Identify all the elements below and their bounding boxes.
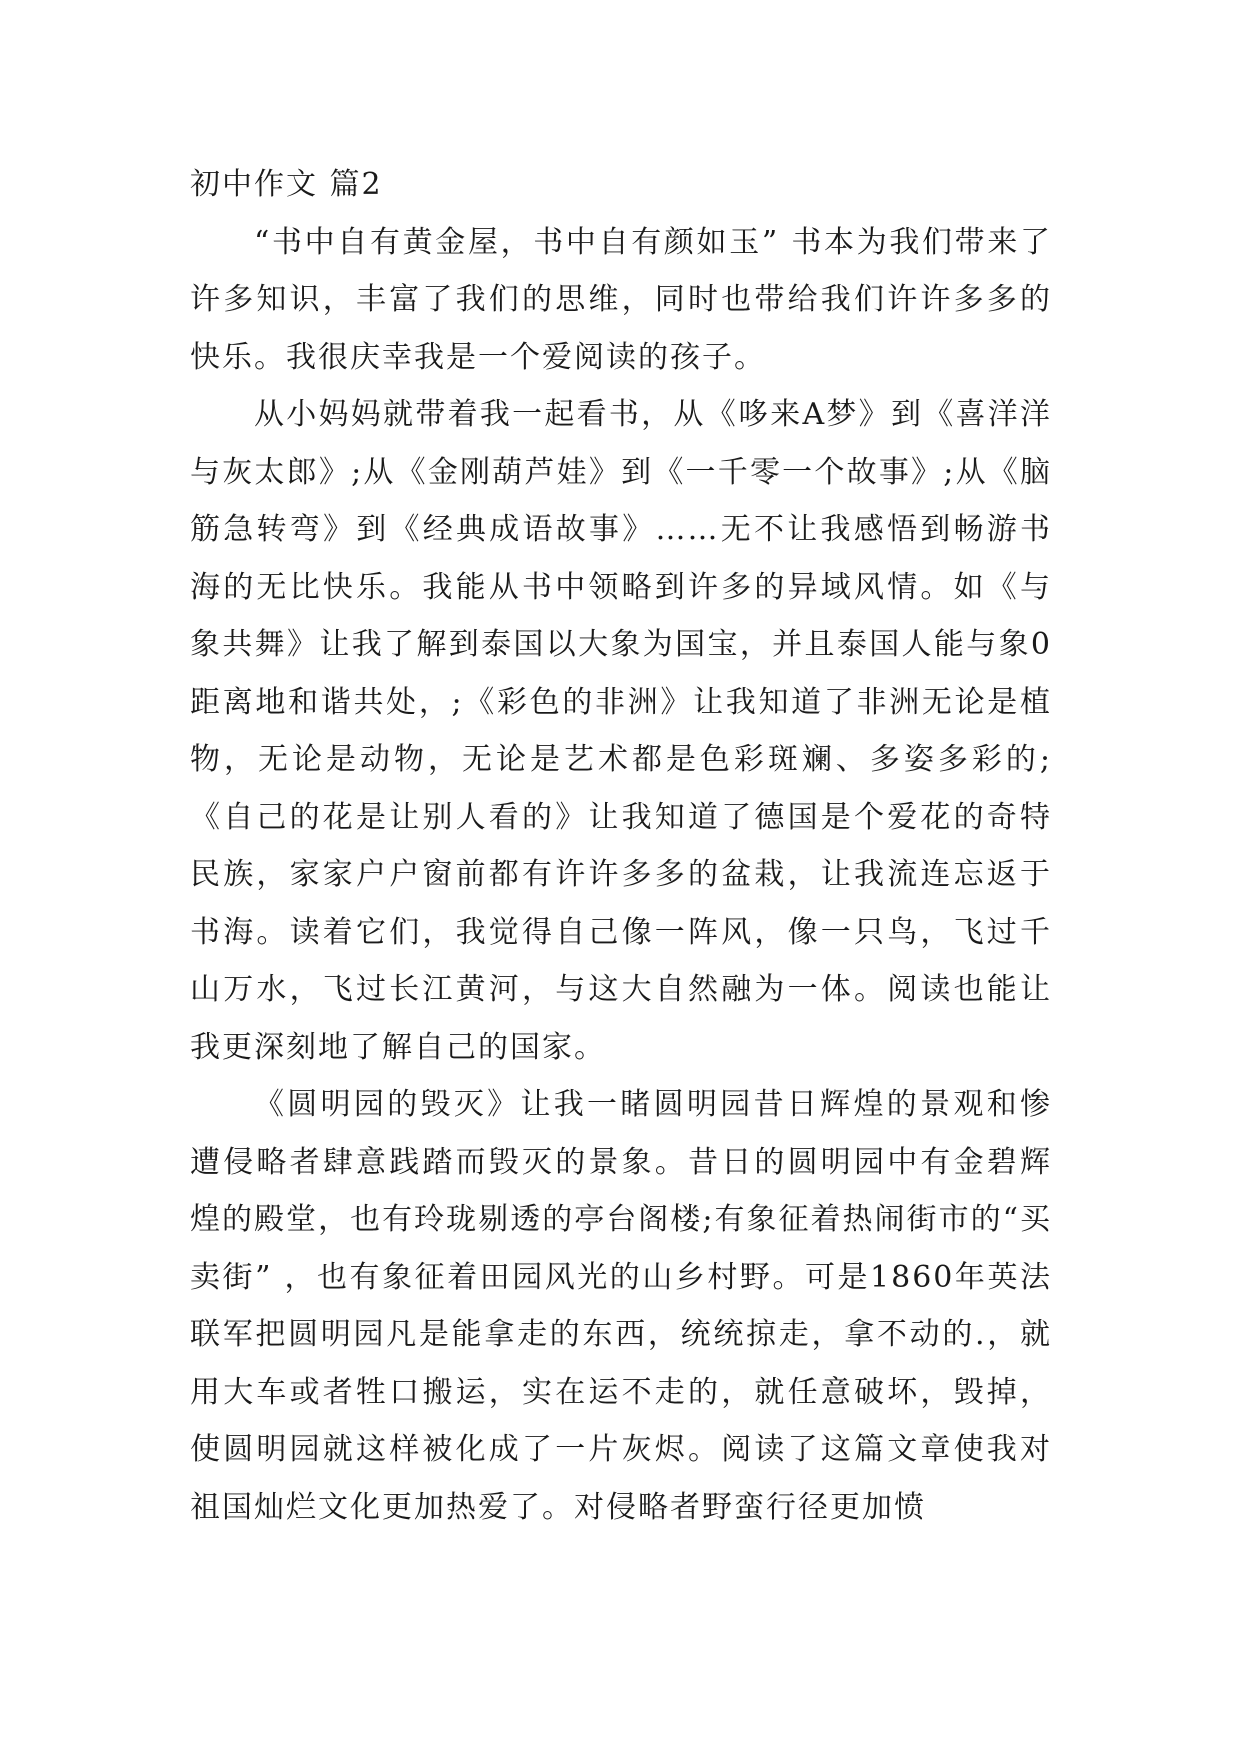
paragraph-3: 《圆明园的毁灭》让我一睹圆明园昔日辉煌的景观和惨遭侵略者肆意践踏而毁灭的景象。昔日的圆明园中有金碧辉煌的殿堂，也有玲珑剔透的亭台阁楼;有象征着热闹街市的“买卖街” ，也有象征着田园风光的山乡村野。可是1860年英法联军把圆明园凡是能拿走的东西，统统掠走，拿不动的.，就用大车或者牲口搬运，实在运不走的，就任意破坏，毁掉，使圆明园就这样被化成了一片灰烬。阅读了这篇文章使我对祖国灿烂文化更加热爱了。对侵略者野蛮行径更加愤 (190, 1087, 1052, 1525)
document-heading: 初中作文 篇2 (190, 167, 383, 202)
document-body (190, 156, 1052, 1536)
paragraph-2: 从小妈妈就带着我一起看书，从《哆来A梦》到《喜洋洋与灰太郎》;从《金刚葫芦娃》到《一千零一个故事》;从《脑筋急转弯》到《经典成语故事》……无不让我感悟到畅游书海的无比快乐。我能从书中领略到许多的异域风情。如《与象共舞》让我了解到泰国以大象为国宝，并且泰国人能与象0距离地和谐共处，;《彩色的非洲》让我知道了非洲无论是植物，无论是动物，无论是艺术都是色彩斑斓、多姿多彩的;《自己的花是让别人看的》让我知道了德国是个爱花的奇特民族，家家户户窗前都有许许多多的盆栽，让我流连忘返于书海。读着它们，我觉得自己像一阵风，像一只鸟，飞过千山万水，飞过长江黄河，与这大自然融为一体。阅读也能让我更深刻地了解自己的国家。 (190, 397, 1052, 1065)
paragraph-1: “书中自有黄金屋，书中自有颜如玉” 书本为我们带来了许多知识，丰富了我们的思维，同时也带给我们许许多多的快乐。我很庆幸我是一个爱阅读的孩子。 (190, 224, 1052, 375)
